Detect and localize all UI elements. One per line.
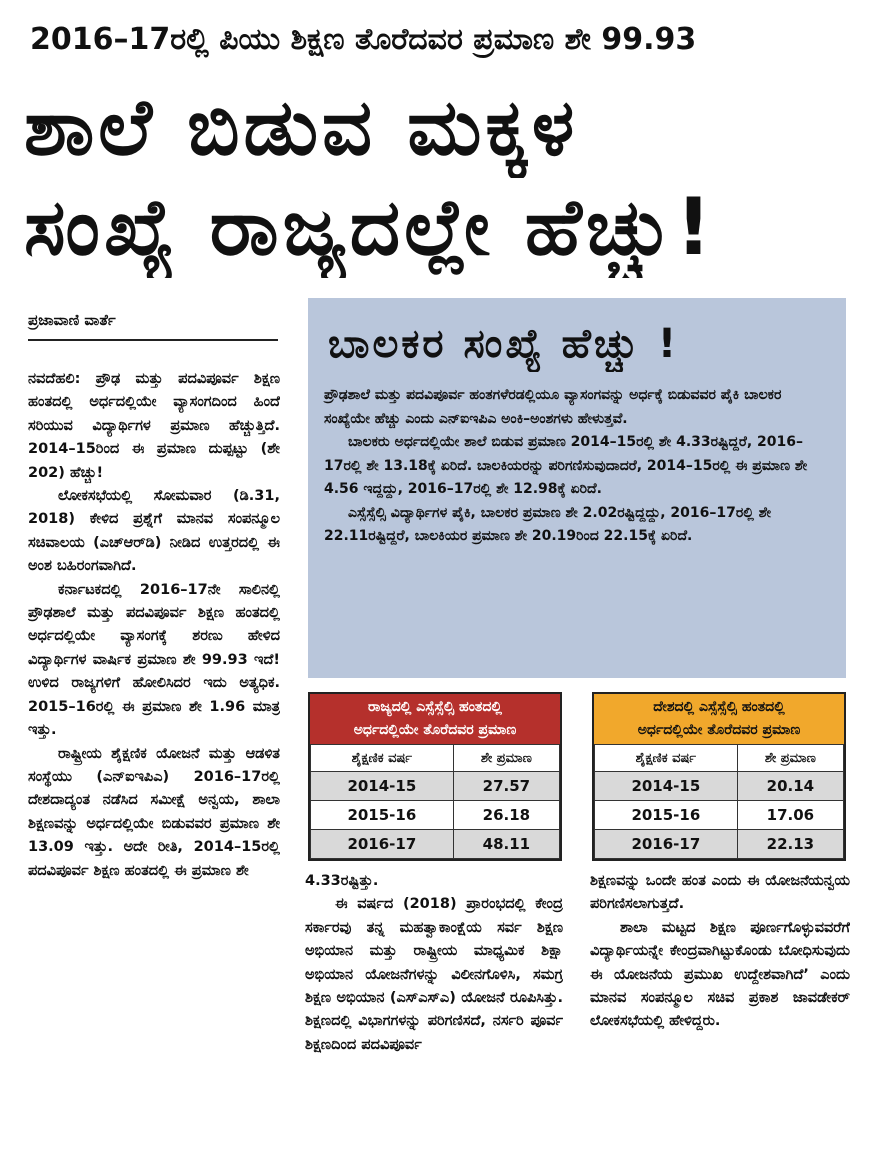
table-title-line: ದೇಶದಲ್ಲಿ ಎಸ್ಸೆಸ್ಸೆಲ್ಸಿ ಹಂತದಲ್ಲಿ [653,699,785,715]
headline-line-1: ಶಾಲೆ ಬಿಡುವ ಮಕ್ಕಳ [24,83,579,173]
year-cell: 2015-16 [595,801,738,830]
percent-cell: 17.06 [737,801,843,830]
paragraph: ರಾಷ್ಟ್ರೀಯ ಶೈಕ್ಷಣಿಕ ಯೋಜನೆ ಮತ್ತು ಆಡಳಿತ ಸಂಸ್ಥೆಯು (ಎನ್‌ಐಇಪಿಎ) 2016–17ರಲ್ಲಿ ದೇಶದಾದ್ಯಂತ ನಡೆಸಿದ ಸಮೀಕ್ಷೆ ಅನ್ವಯ, ಶಾಲಾ ಶಿಕ್ಷಣವನ್ನು ಅರ್ಧದಲ್ಲಿಯೇ ಬಿಡುವವರ ಪ್ರಮಾಣ ಶೇ 13.09 ಇತ್ತು. ಅದೇ ರೀತಿ, 2014–15ರಲ್ಲಿ ಪದವಿಪೂರ್ವ ಶಿಕ್ಷಣ ಹಂತದಲ್ಲಿ ಈ ಪ್ರಮಾಣ ಶೇ [28,745,280,879]
column-header: ಶೇ ಪ್ರಮಾಣ [453,745,559,772]
box-text [324,384,830,549]
table-title-line: ಅರ್ಧದಲ್ಲಿಯೇ ತೊರೆದವರ ಪ್ರಮಾಣ [353,722,517,738]
percent-cell: 48.11 [453,830,559,859]
year-cell: 2014-15 [311,772,454,801]
headline [24,78,854,278]
sidebar-box [308,298,846,678]
paragraph: ಎಸ್ಸೆಸ್ಸೆಲ್ಸಿ ವಿದ್ಯಾರ್ಥಿಗಳ ಪೈಕಿ, ಬಾಲಕರ ಪ್ರಮಾಣ ಶೇ 2.02ರಷ್ಟಿದ್ದದ್ದು, 2016–17ರಲ್ಲಿ ಶೇ 22.11ರಷ್ಟಿದ್ದರೆ, ಬಾಲಕಿಯರ ಪ್ರಮಾಣ ಶೇ 20.19ರಿಂದ 22.15ಕ್ಕೆ ಏರಿದೆ. [324,504,771,544]
percent-cell: 20.14 [737,772,843,801]
article-column-3 [590,870,850,1160]
year-cell: 2016-17 [595,830,738,859]
article-column-2 [305,870,563,1160]
paragraph: ನವದೆಹಲಿ: ಪ್ರೌಢ ಮತ್ತು ಪದವಿಪೂರ್ವ ಶಿಕ್ಷಣ ಹಂತದಲ್ಲಿ ಅರ್ಧದಲ್ಲಿಯೇ ವ್ಯಾಸಂಗದಿಂದ ಹಿಂದೆ ಸರಿಯುವ ವಿದ್ಯಾರ್ಥಿಗಳ ಪ್ರಮಾಣ ಹೆಚ್ಚುತ್ತಿದೆ. 2014–15ರಿಂದ ಈ ಪ್ರಮಾಣ ದುಪ್ಪಟ್ಟು (ಶೇ 202) ಹೆಚ್ಚು! [28,371,280,481]
kicker: 2016–17ರಲ್ಲಿ ಪಿಯು ಶಿಕ್ಷಣ ತೊರೆದವರ ಪ್ರಮಾಣ ಶೇ 99.93 [30,22,697,57]
paragraph: ಶಿಕ್ಷಣವನ್ನು ಒಂದೇ ಹಂತ ಎಂದು ಈ ಯೋಜನೆಯನ್ವಯ ಪರಿಗಣಿಸಲಾಗುತ್ತದೆ. [590,873,850,913]
column-header: ಶೈಕ್ಷಣಿಕ ವರ್ಷ [311,745,454,772]
paragraph: ಶಾಲಾ ಮಟ್ಟದ ಶಿಕ್ಷಣ ಪೂರ್ಣಗೊಳ್ಳುವವರೆಗೆ ವಿದ್ಯಾರ್ಥಿಯನ್ನೇ ಕೇಂದ್ರವಾಗಿಟ್ಟುಕೊಂಡು ಬೋಧಿಸುವುದು ಈ ಯೋಜನೆಯ ಪ್ರಮುಖ ಉದ್ದೇಶವಾಗಿದೆ’ ಎಂದು ಮಾನವ ಸಂಪನ್ಮೂಲ ಸಚಿವ ಪ್ರಕಾಶ ಜಾವಡೇಕರ್ ಲೋಕಸಭೆಯಲ್ಲಿ ಹೇಳಿದ್ದರು. [590,919,850,1030]
table-row [595,830,844,859]
table-row [311,772,560,801]
country-dropout-table [592,692,846,861]
percent-cell: 26.18 [453,801,559,830]
table-row [595,772,844,801]
paragraph: ಬಾಲಕರು ಅರ್ಧದಲ್ಲಿಯೇ ಶಾಲೆ ಬಿಡುವ ಪ್ರಮಾಣ 2014–15ರಲ್ಲಿ ಶೇ 4.33ರಷ್ಟಿದ್ದರೆ, 2016–17ರಲ್ಲಿ ಶೇ 13.18ಕ್ಕೆ ಏರಿದೆ. ಬಾಲಕಿಯರನ್ನು ಪರಿಗಣಿಸುವುದಾದರೆ, 2014–15ರಲ್ಲಿ ಈ ಪ್ರಮಾಣ ಶೇ 4.56 ಇದ್ದದ್ದು, 2016–17ರಲ್ಲಿ ಶೇ 12.98ಕ್ಕೆ ಏರಿದೆ. [324,434,808,497]
headline-line-2: ಸಂಖ್ಯೆ ರಾಜ್ಯದಲ್ಲೇ ಹೆಚ್ಚು! [24,183,716,273]
box-title: ಬಾಲಕರ ಸಂಖ್ಯೆ ಹೆಚ್ಚು ! [328,321,680,367]
paragraph: ಕರ್ನಾಟಕದಲ್ಲಿ 2016–17ನೇ ಸಾಲಿನಲ್ಲಿ ಪ್ರೌಢಶಾಲೆ ಮತ್ತು ಪದವಿಪೂರ್ವ ಶಿಕ್ಷಣ ಹಂತದಲ್ಲಿ ಅರ್ಧದಲ್ಲಿಯೇ ವ್ಯಾಸಂಗಕ್ಕೆ ಶರಣು ಹೇಳಿದ ವಿದ್ಯಾರ್ಥಿಗಳ ವಾರ್ಷಿಕ ಪ್ರಮಾಣ ಶೇ 99.93 ಇದೆ! ಉಳಿದ ರಾಜ್ಯಗಳಿಗೆ ಹೋಲಿಸಿದರ ಇದು ಅತ್ಯಧಿಕ. 2015–16ರಲ್ಲಿ ಈ ಪ್ರಮಾಣ ಶೇ 1.96 ಮಾತ್ರ ಇತ್ತು. [28,581,280,739]
table-row [311,830,560,859]
column-header: ಶೈಕ್ಷಣಿಕ ವರ್ಷ [595,745,738,772]
paragraph: ಪ್ರೌಢಶಾಲೆ ಮತ್ತು ಪದವಿಪೂರ್ವ ಹಂತಗಳೆರಡಲ್ಲಿಯೂ ವ್ಯಾಸಂಗವನ್ನು ಅರ್ಧಕ್ಕೆ ಬಿಡುವವರ ಪೈಕಿ ಬಾಲಕರ ಸಂಖ್ಯೆಯೇ ಹೆಚ್ಚು ಎಂದು ಎನ್‌ಐಇಪಿಎ ಅಂಕಿ–ಅಂಶಗಳು ಹೇಳುತ್ತವೆ. [324,387,782,427]
table-row [311,801,560,830]
table-title [594,694,844,744]
paragraph: ಲೋಕಸಭೆಯಲ್ಲಿ ಸೋಮವಾರ (ಡಿ.31, 2018) ಕೇಳಿದ ಪ್ರಶ್ನೆಗೆ ಮಾನವ ಸಂಪನ್ಮೂಲ ಸಚಿವಾಲಯ (ಎಚ್‌ಆರ್‌ಡಿ) ನೀಡಿದ ಉತ್ತರದಲ್ಲಿ ಈ ಅಂಶ ಬಹಿರಂಗವಾಗಿದೆ. [28,488,280,575]
table-title-line: ರಾಜ್ಯದಲ್ಲಿ ಎಸ್ಸೆಸ್ಸೆಲ್ಸಿ ಹಂತದಲ್ಲಿ [368,699,502,715]
table-row [595,801,844,830]
byline: ಪ್ರಜಾವಾಣಿ ವಾರ್ತೆ [28,311,278,341]
state-dropout-table [308,692,562,861]
percent-cell: 22.13 [737,830,843,859]
year-cell: 2014-15 [595,772,738,801]
paragraph: ಈ ವರ್ಷದ (2018) ಪ್ರಾರಂಭದಲ್ಲಿ ಕೇಂದ್ರ ಸರ್ಕಾರವು ತನ್ನ ಮಹತ್ವಾಕಾಂಕ್ಷೆಯ ಸರ್ವ ಶಿಕ್ಷಣ ಅಭಿಯಾನ ಮತ್ತು ರಾಷ್ಟ್ರೀಯ ಮಾಧ್ಯಮಿಕ ಶಿಕ್ಷಾ ಅಭಿಯಾನ ಯೋಜನೆಗಳನ್ನು ವಿಲೀನಗೊಳಿಸಿ, ಸಮಗ್ರ ಶಿಕ್ಷಣ ಅಭಿಯಾನ (ಎಸ್‌ಎಸ್‌ಎ) ಯೋಜನೆ ರೂಪಿಸಿತ್ತು. ಶಿಕ್ಷಣದಲ್ಲಿ ವಿಭಾಗಗಳನ್ನು ಪರಿಗಣಿಸದೆ, ನರ್ಸರಿ ಪೂರ್ವ ಶಿಕ್ಷಣದಿಂದ ಪದವಿಪೂರ್ವ [305,896,563,1053]
column-header: ಶೇ ಪ್ರಮಾಣ [737,745,843,772]
table-title [310,694,560,744]
percent-cell: 27.57 [453,772,559,801]
year-cell: 2016-17 [311,830,454,859]
article-column-1 [28,368,280,1160]
paragraph: 4.33ರಷ್ಟಿತ್ತು. [305,873,379,889]
table-title-line: ಅರ್ಧದಲ್ಲಿಯೇ ತೊರೆದವರ ಪ್ರಮಾಣ [637,722,801,738]
year-cell: 2015-16 [311,801,454,830]
